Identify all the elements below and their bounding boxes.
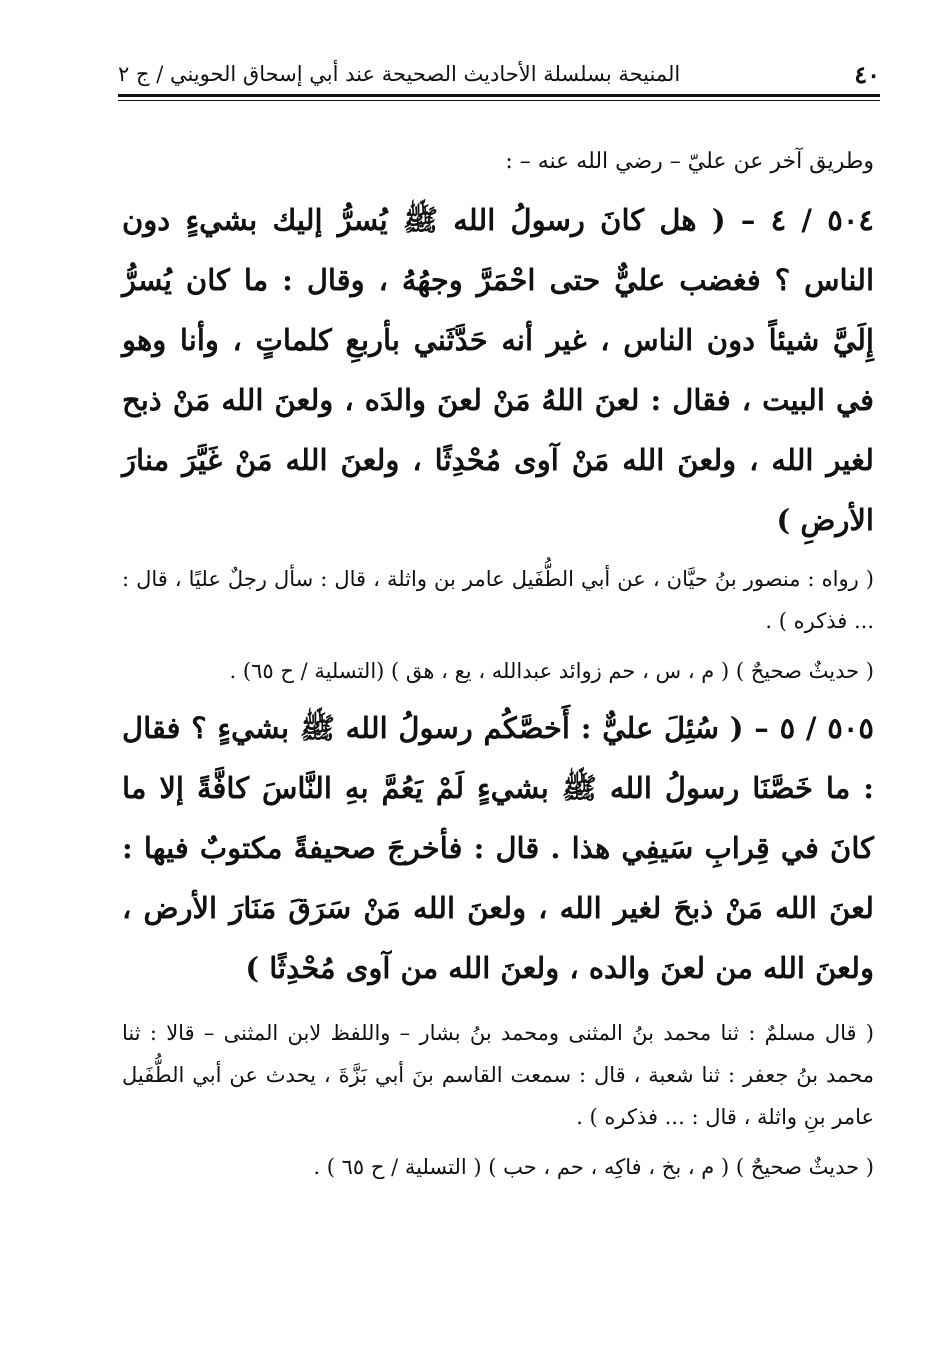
hadith-505-text: ( سُئِلَ عليٌّ : أَخصَّكُم رسولُ الله ﷺ بشيءٍ ؟ فقال : ما خَصَّنَا رسولُ الله ﷺ بشيءٍ لَمْ يَعُمَّ بهِ النَّاسَ كافَّةً إلا ما كانَ في قِرابِ سَيفِي هذا . قال : فأخرجَ صحيفةً مكتوبٌ فيها : لعنَ الله مَنْ ذبحَ لغير الله ، ولعنَ الله مَنْ سَرَقَ مَنَارَ الأرض ، ولعنَ الله من لعنَ والده ، ولعنَ الله من آوى مُحْدِثًا ) <box>122 711 874 985</box>
running-title: المنيحة بسلسلة الأحاديث الصحيحة عند أبي إسحاق الحويني / ج ٢ <box>118 62 681 86</box>
narration-note-505: ( قال مسلمٌ : ثنا محمد بنُ المثنى ومحمد بنُ بشار – واللفظ لابن المثنى – قالا : ثنا محمد بنُ جعفر : ثنا شعبة ، قال : سمعت القاسم بنَ أبي بَزَّةَ ، يحدث عن أبي الطُّفَيل عامر بنِ واثلة ، قال : ... فذكره ) . <box>122 1021 874 1129</box>
header-rule-thick <box>118 94 880 97</box>
hadith-504-number: ٥٠٤ / ٤ – <box>740 203 874 237</box>
grading-505: ( حديثٌ صحيحٌ ) ( م ، بخ ، فاكِه ، حم ، حب ) ( التسلية / ح ٦٥ ) . <box>313 1155 874 1179</box>
hadith-504-text: ( هل كانَ رسولُ الله ﷺ يُسرُّ إليك بشيءٍ دون الناس ؟ فغضب عليٌّ حتى احْمَرَّ وجهُهُ ، وقال : ما كان يُسرُّ إِلَيَّ شيئاً دون الناس ، غير أنه حَدَّثَني بأربعِ كلماتٍ ، وأنا وهو في البيت ، فقال : لعنَ اللهُ مَنْ لعنَ والدَه ، ولعنَ الله مَنْ ذبح لغير الله ، ولعنَ الله مَنْ آوى مُحْدِثًا ، ولعنَ الله مَنْ غَيَّرَ منارَ الأرضِ ) <box>122 203 874 537</box>
intro-line: وطريق آخر عن عليّ – رضي الله عنه – : <box>505 149 874 174</box>
hadith-505 <box>122 698 874 998</box>
page-number: ٤٠ <box>854 59 880 89</box>
running-header <box>118 56 880 92</box>
narration-note-504: ( رواه : منصور بنُ حيَّان ، عن أبي الطُّفَيل عامر بن واثلة ، قال : سأل رجلٌ عليًا ، قال : ... فذكره ) . <box>122 567 874 633</box>
page-body <box>122 140 874 1190</box>
hadith-505-number: ٥٠٥ / ٥ – <box>754 711 874 745</box>
hadith-504 <box>122 190 874 550</box>
header-rule-thin <box>118 100 880 101</box>
grading-504: ( حديثٌ صحيحٌ ) ( م ، س ، حم زوائد عبدالله ، يع ، هق ) (التسلية / ح ٦٥) . <box>229 659 874 683</box>
